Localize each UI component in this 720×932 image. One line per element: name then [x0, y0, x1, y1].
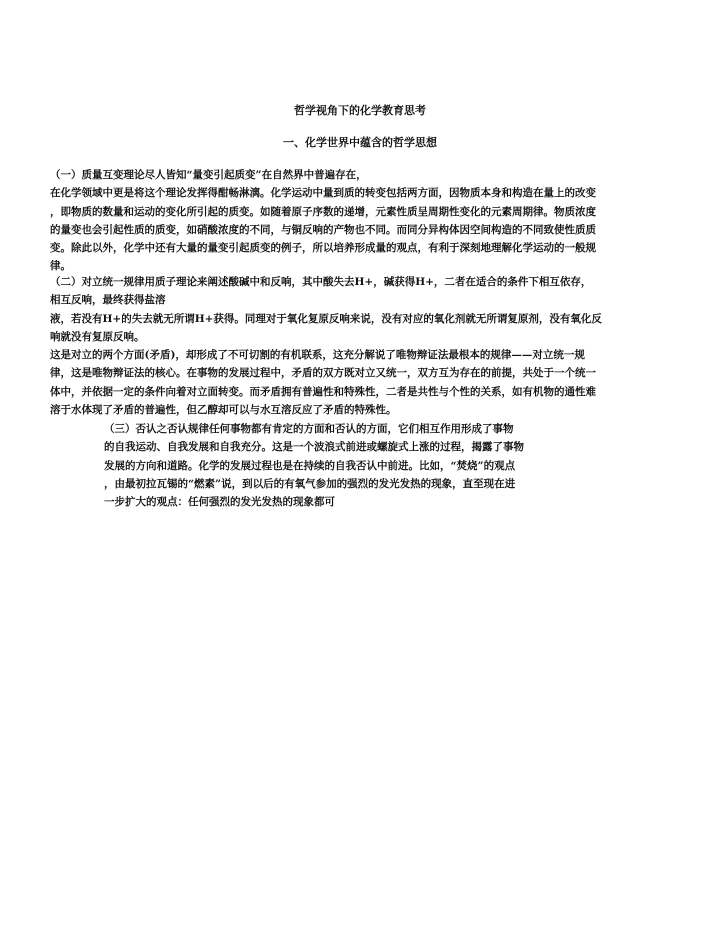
- paragraph-line: 律。: [50, 260, 71, 273]
- paragraph-line: （三）否认之否认规律任何事物都有肯定的方面和否认的方面，它们相互作用形成了事物: [104, 423, 514, 435]
- paragraph-line: 响就没有复原反响。: [50, 330, 145, 343]
- paragraph-line: ，即物质的数量和运动的变化所引起的质变。如随着原子序数的递增，元素性质呈周期性变化的元素周期律。物质浓度: [50, 205, 596, 218]
- paragraph-line: 发展的方向和道路。化学的发展过程也是在持续的自我否认中前进。比如，“焚烧”的观点: [104, 459, 516, 472]
- paragraph-line: 溶于水体现了矛盾的普遍性，但乙醇却可以与水互溶反应了矛盾的特殊性。: [50, 404, 397, 417]
- section-heading: 一、化学世界中蕴含的哲学思想: [283, 136, 437, 149]
- paragraph-line: 的自我运动、自我发展和自我充分。这是一个波浪式前进或螺旋式上涨的过程，揭露了事物: [104, 441, 524, 454]
- paragraph-line: 体中，并依据一定的条件向着对立面转变。而矛盾拥有普遍性和特殊性，二者是共性与个性的关系，如有机物的通性难: [50, 385, 596, 398]
- document-title: 哲学视角下的化学教育思考: [294, 104, 426, 117]
- paragraph-line: （二）对立统一规律用质子理论来阐述酸碱中和反响，其中酸失去H+，碱获得H+，二者在适合的条件下相互依存，: [50, 276, 592, 288]
- paragraph-line: 律，这是唯物辩证法的核心。在事物的发展过程中，矛盾的双方既对立又统一，双方互为存在的前提，共处于一个统一: [50, 367, 596, 380]
- paragraph-quantity-quality: [50, 166, 672, 276]
- paragraph-line: 相互反响，最终获得盐溶: [50, 294, 166, 307]
- paragraph-line: 一步扩大的观点：任何强烈的发光发热的现象都可: [104, 496, 335, 509]
- paragraph-negation-of-negation: [104, 420, 592, 511]
- paragraph-unity-of-opposites: [50, 273, 672, 419]
- paragraph-line: 的量变也会引起性质的质变，如硝酸浓度的不同，与铜反响的产物也不同。而同分异构体因空间构造的不同致使性质质: [50, 223, 596, 236]
- paragraph-line: （一）质量互变理论尽人皆知“量变引起质变”在自然界中普遍存在，: [50, 169, 367, 181]
- paragraph-line: 在化学领域中更是将这个理论发挥得酣畅淋漓。化学运动中量到质的转变包括两方面，因物质本身和构造在量上的改变: [50, 187, 596, 200]
- paragraph-line: 变。除此以外，化学中还有大量的量变引起质变的例子，所以培养形成量的观点，有利于深刻地理解化学运动的一般规: [50, 242, 596, 255]
- paragraph-line: 液，若没有H+的失去就无所谓H+获得。同理对于氧化复原反响来说，没有对应的氧化剂就无所谓复原剂，没有氧化反: [50, 312, 602, 325]
- paragraph-line: ，由最初拉瓦锡的“燃素”说，到以后的有氧气参加的强烈的发光发热的现象，直至现在进: [104, 477, 516, 490]
- paragraph-line: 这是对立的两个方面(矛盾)，却形成了不可切割的有机联系，这充分解说了唯物辩证法最根本的规律——对立统一规: [50, 349, 585, 362]
